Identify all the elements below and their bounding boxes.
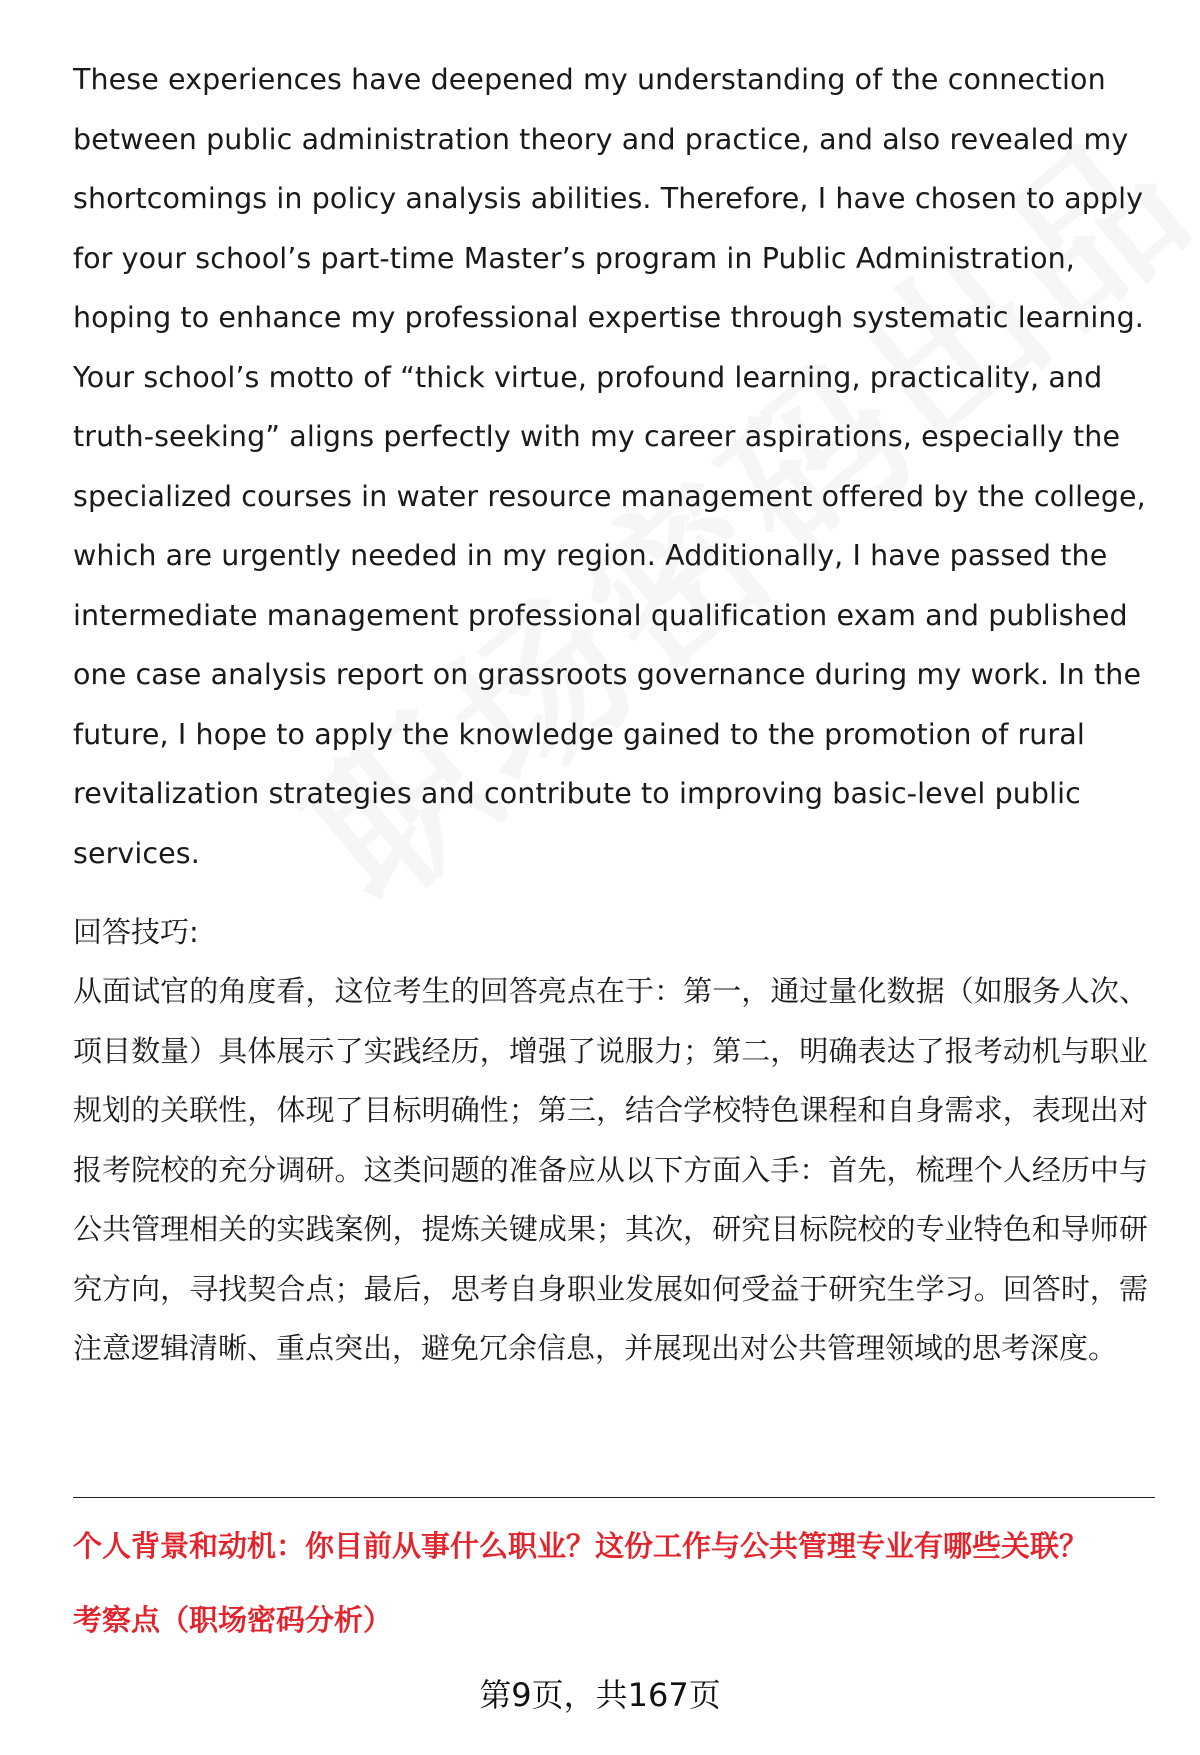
tips-heading: 回答技巧:	[73, 915, 199, 949]
question-title: 个人背景和动机：你目前从事什么职业？这份工作与公共管理专业有哪些关联？	[73, 1529, 1089, 1563]
tips-paragraph: 从面试官的角度看，这位考生的回答亮点在于：第一，通过量化数据（如服务人次、项目数量）具体展示了实践经历，增强了说服力；第二，明确表达了报考动机与职业规划的关联性，体现了目标明确性；第三，结合学校特色课程和自身需求，表现出对报考院校的充分调研。这类问题的准备应从以下方面入手：首先，梳理个人经历中与公共管理相关的实践案例，提炼关键成果；其次，研究目标院校的专业特色和导师研究方向，寻找契合点；最后，思考自身职业发展如何受益于研究生学习。回答时，需注意逻辑清晰、重点突出，避免冗余信息，并展现出对公共管理领域的思考深度。	[73, 974, 1148, 1365]
english-answer-paragraph: These experiences have deepened my understanding of the connection between public administration theory and practice, and also revealed my shortcomings in policy analysis abilities. Therefore, I have chosen to apply for your school’s part-time Master’s program in Public Administration, hoping to enhance my professional expertise through systematic learning. Your school’s motto of “thick virtue, profound learning, practicality, and truth-seeking” aligns perfectly with my career aspirations, especially the specialized courses in water resource management offered by the college, which are urgently needed in my region. Additionally, I have passed the intermediate management professional qualification exam and published one case analysis report on grassroots governance during my work. In the future, I hope to apply the knowledge gained to the promotion of rural revitalization strategies and contribute to improving basic-level public services.	[73, 63, 1146, 870]
question-subheading: 考察点（职场密码分析）	[73, 1603, 393, 1637]
page-content	[73, 50, 1148, 1379]
section-divider	[73, 1497, 1155, 1498]
page-number-footer: 第9页，共167页	[479, 1676, 721, 1714]
